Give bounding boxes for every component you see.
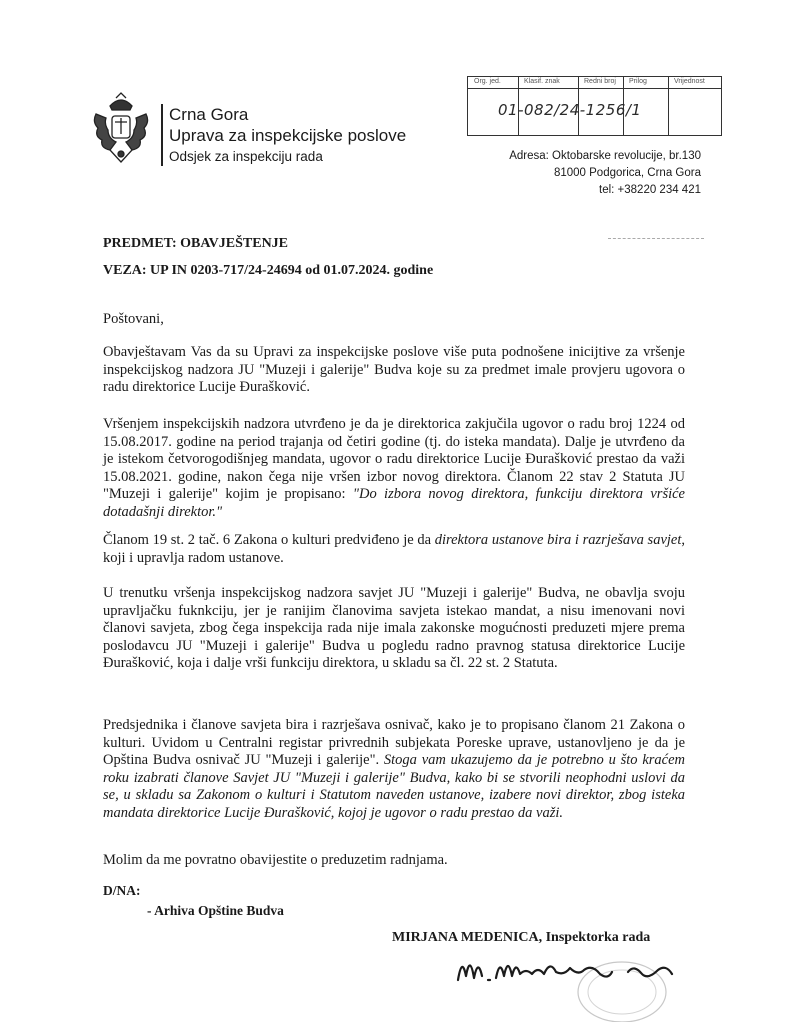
reg-col-vrijednost: Vrijednost [674, 78, 705, 85]
dna-recipient: - Arhiva Opštine Budva [147, 903, 284, 918]
signatory-name: MIRJANA MEDENICA, Inspektorka rada [392, 930, 651, 945]
paragraph-6: Molim da me povratno obavijestite o preduzetim radnjama. [103, 852, 448, 868]
issuer-block [161, 104, 451, 166]
paragraph-4: U trenutku vršenja inspekcijskog nadzora savjet JU "Muzeji i galerije" Budva, ne obavlja svoju upravljačku fuknkciju, jer je ranijim članovima savjeta istekao mandat, a nisu imenovani novi članovi savjeta, zbog čega inspekcija rada nije imala zakonske mogućnosti preduzeti mjere prema poslodavcu JU "Muzeji i galerije" Budva u pogledu radno pravnog statusa direktorice Lucije Đurašković, koja i dalje vrši funkciju direktora, u skladu sa čl. 22 st. 2 Statuta. [103, 585, 685, 671]
law-quote: direktora ustanove bira i razrješava savjet [434, 532, 682, 548]
paragraph-5-italic: Stoga vam ukazujemo da je potrebno u što kraćem roku izabrati članove Savjet JU "Muzeji i galerije" Budva, kako bi se stvorili neophodni uslovi da se, u skladu sa Zakonom o kulturi i Statutom naveden ustanove, izabere novi direktor, zbog isteka mandata direktorice Lucije Đurašković, kojoj je ugovor o radu prestao da važi. [103, 752, 686, 821]
paragraph-5 [103, 717, 685, 822]
paragraph-5-text: Predsjednika i članove savjeta bira i razrješava osnivač, kako je to propisano članom 21 Zakona o kulturi. Uvidom u Centralni registar privrednih subjekata Poreske uprave, ustanovljeno je da je Opština Budva osnivač JU "Muzeji i galerije". [103, 717, 685, 768]
address-city: 81000 Podgorica, Crna Gora [553, 167, 701, 179]
reg-col-prilog: Prilog [629, 78, 647, 85]
address-block [441, 148, 701, 199]
reg-col-orgjed: Org. jed. [474, 78, 501, 85]
faint-mark [608, 238, 704, 240]
paragraph-3-tail: , koji i upravlja radom ustanove. [103, 532, 685, 566]
address-phone: tel: +38220 234 421 [599, 184, 701, 196]
paragraph-1: Obavještavam Vas da su Upravi za inspekcijske poslove više puta podnošene inicijtive za vršenje inspekcijskog nadzora JU "Muzeji i galerije" Budva koje su za predmet imale provjeru ugovora o radu direktorice Lucije Đurašković. [103, 344, 685, 395]
paragraph-3 [103, 532, 685, 567]
paragraph-2-text: Vršenjem inspekcijskih nadzora utvrđeno je da je direktorica zakjučila ugovor o radu broj 1224 od 15.08.2017. godine na period trajanja od četiri godine (tj. do isteka mandata). Dalje je utvrđeno da je istekom četvorogodišnjeg mandata, ugovor o radu direktorice Lucije Đurašković prestao da važi 15.08.2021. godine, nakon čega nije vršen izbor novog direktora. Članom 22 stav 2 Statuta JU "Muzeji i galerije" kojim je propisano: [103, 416, 685, 502]
reg-col-redni: Redni broj [584, 78, 616, 85]
paragraph-2 [103, 416, 685, 521]
department-name: Odsjek za inspekciju rada [169, 149, 323, 164]
country-name: Crna Gora [169, 105, 249, 124]
statute-quote: "Do izbora novog direktora, funkciju direktora vršiće dotadašnji direktor." [103, 486, 685, 520]
registration-stamp-box [467, 76, 722, 136]
reference-line: VEZA: UP IN 0203-717/24-24694 od 01.07.2024. godine [103, 263, 434, 278]
coat-of-arms-icon [88, 92, 154, 168]
subject-line: PREDMET: OBAVJEŠTENJE [103, 236, 289, 251]
dna-label: D/NA: [103, 883, 141, 898]
address-line: Adresa: Oktobarske revolucije, br.130 [509, 150, 701, 162]
registration-number: 01-082/24-1256/1 [498, 101, 642, 119]
reg-divider [668, 77, 669, 135]
registration-header-row [468, 77, 721, 89]
institution-name: Uprava za inspekcijske poslove [169, 126, 407, 145]
handwritten-signature-icon [452, 946, 692, 992]
salutation: Poštovani, [103, 311, 164, 327]
paragraph-3-text: Članom 19 st. 2 tač. 6 Zakona o kulturi predviđeno je da [103, 532, 435, 548]
reg-col-klasif: Klasif. znak [524, 78, 560, 85]
